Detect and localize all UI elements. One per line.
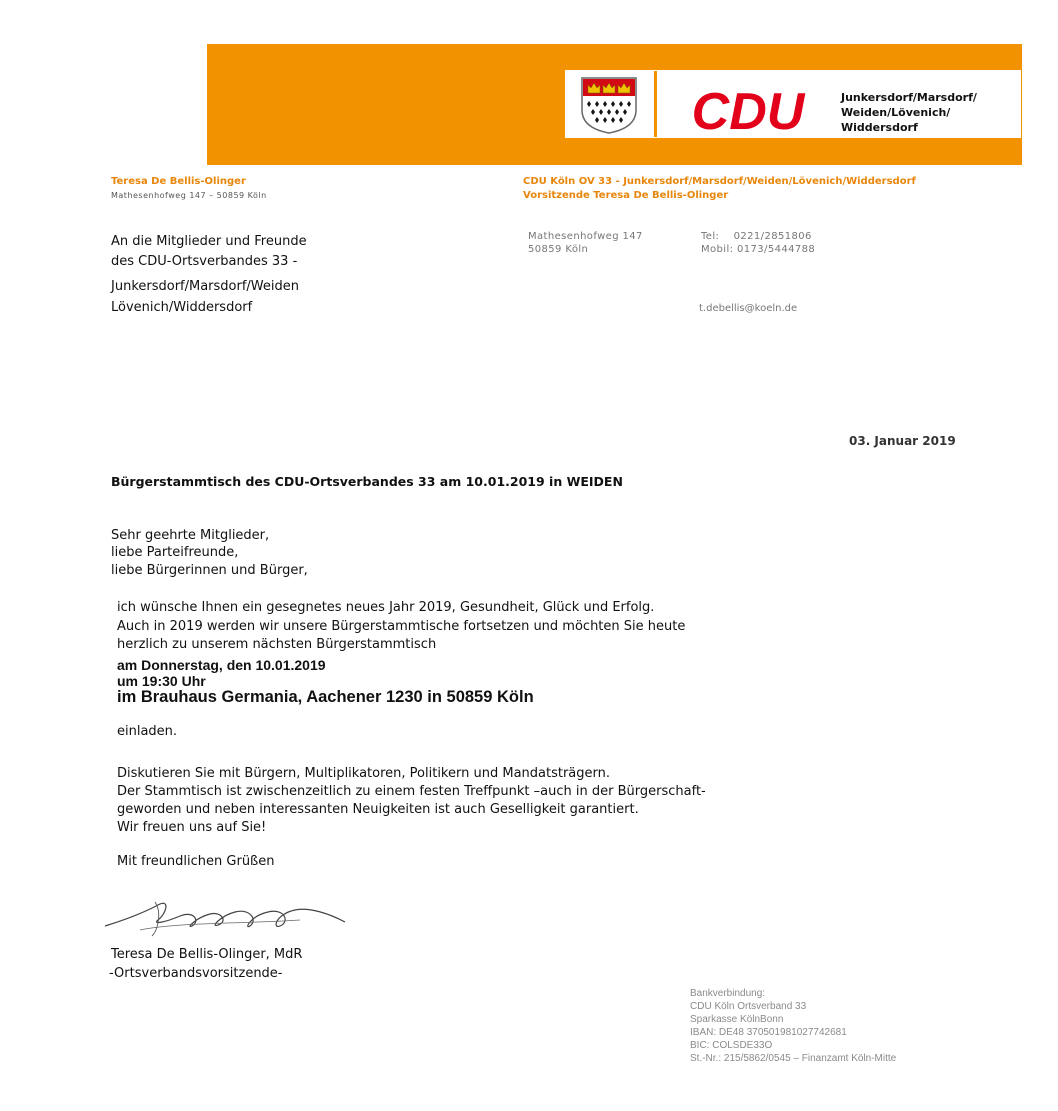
recipient-line: Lövenich/Widdersdorf: [111, 300, 253, 315]
organization-name: CDU Köln OV 33 - Junkersdorf/Marsdorf/Weiden/Lövenich/Widdersdorf: [523, 176, 916, 187]
invite-text: einladen.: [117, 724, 178, 739]
bank-line: Bankverbindung:: [690, 988, 766, 999]
salutation-line: liebe Parteifreunde,: [111, 545, 239, 560]
contact-mobile: Mobil: 0173/5444788: [701, 244, 816, 255]
recipient-line: des CDU-Ortsverbandes 33 -: [111, 254, 298, 269]
paragraph-line: Wir freuen uns auf Sie!: [117, 820, 267, 835]
handwritten-signature: [100, 892, 360, 942]
cdu-logo-text: CDU: [691, 83, 805, 138]
bank-line: IBAN: DE48 370501981027742681: [690, 1027, 847, 1038]
contact-city: 50859 Köln: [528, 244, 589, 255]
contact-email: t.debellis@koeln.de: [699, 303, 798, 314]
contact-phone: Tel: 0221/2851806: [701, 231, 812, 242]
bank-line: Sparkasse KölnBonn: [690, 1014, 784, 1025]
event-time: um 19:30 Uhr: [117, 673, 206, 689]
salutation-line: Sehr geehrte Mitglieder,: [111, 528, 270, 543]
letter-subject: Bürgerstammtisch des CDU-Ortsverbandes 33 am 10.01.2019 in WEIDEN: [111, 474, 623, 489]
sender-name: Teresa De Bellis-Olinger: [111, 176, 246, 187]
signatory-name: Teresa De Bellis-Olinger, MdR: [111, 947, 303, 962]
sender-address: Mathesenhofweg 147 – 50859 Köln: [111, 191, 267, 200]
cologne-crest-icon: [580, 76, 638, 134]
paragraph-line: Diskutieren Sie mit Bürgern, Multiplikatoren, Politikern und Mandatsträgern.: [117, 766, 611, 781]
organization-chair: Vorsitzende Teresa De Bellis-Olinger: [523, 190, 729, 201]
bank-line: CDU Köln Ortsverband 33: [690, 1001, 807, 1012]
intro-line: Auch in 2019 werden wir unsere Bürgerstammtische fortsetzen und möchten Sie heute: [117, 619, 686, 634]
recipient-line: Junkersdorf/Marsdorf/Weiden: [111, 279, 299, 294]
bank-line: St.-Nr.: 215/5862/0545 – Finanzamt Köln-Mitte: [690, 1053, 897, 1064]
intro-line: herzlich zu unserem nächsten Bürgerstammtisch: [117, 637, 437, 652]
paragraph-line: Der Stammtisch ist zwischenzeitlich zu einem festen Treffpunkt –auch in der Bürgerschaft-: [117, 784, 706, 799]
closing-text: Mit freundlichen Grüßen: [117, 854, 275, 869]
recipient-line: An die Mitglieder und Freunde: [111, 234, 307, 249]
event-date: am Donnerstag, den 10.01.2019: [117, 657, 326, 673]
cdu-logo: [668, 82, 828, 138]
signatory-role: -Ortsverbandsvorsitzende-: [109, 966, 283, 981]
header-places: Junkersdorf/Marsdorf/ Weiden/Lövenich/ Widdersdorf: [841, 91, 977, 134]
letter-date: 03. Januar 2019: [849, 434, 956, 448]
bank-line: BIC: COLSDE33O: [690, 1040, 773, 1051]
salutation-line: liebe Bürgerinnen und Bürger,: [111, 563, 308, 578]
contact-street: Mathesenhofweg 147: [528, 231, 643, 242]
event-venue: im Brauhaus Germania, Aachener 1230 in 50859 Köln: [117, 688, 534, 706]
intro-line: ich wünsche Ihnen ein gesegnetes neues Jahr 2019, Gesundheit, Glück und Erfolg.: [117, 600, 655, 615]
paragraph-line: geworden und neben interessanten Neuigkeiten ist auch Geselligkeit garantiert.: [117, 802, 639, 817]
